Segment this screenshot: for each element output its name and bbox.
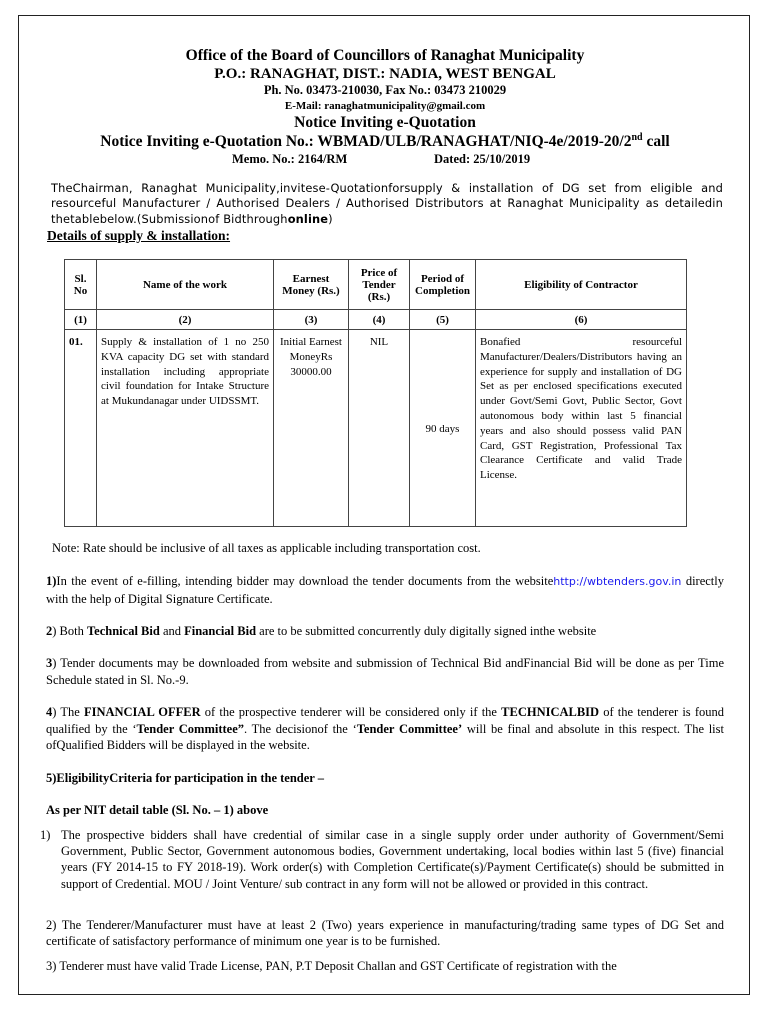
office-email: E-Mail: ranaghatmunicipality@gmail.com bbox=[284, 100, 486, 112]
office-title: Office of the Board of Councillors of Ranaghat Municipality bbox=[185, 47, 585, 64]
header-earnest: Earnest Money (Rs.) bbox=[274, 260, 349, 310]
details-heading: Details of supply & installation: bbox=[47, 228, 231, 243]
notice-title: Notice Inviting e-Quotation bbox=[294, 114, 476, 131]
row-earnest: Initial Earnest MoneyRs 30000.00 bbox=[274, 330, 349, 527]
list-item bbox=[40, 827, 724, 892]
intro-paragraph: TheChairman, Ranaghat Municipality,invitese-Quotationforsupply & installation of DG set from eligible and resourceful Manufacturer / Authorised Dealers / Authorised Distributors at Ranaghat Municipality as detailedin thetablebelow.(Submissionof Bidthroughonline) bbox=[51, 181, 723, 226]
header-eligibility: Eligibility of Contractor bbox=[476, 260, 687, 310]
note-text: Note: Rate should be inclusive of all taxes as applicable including transportation cost. bbox=[52, 541, 481, 555]
header-price: Price of Tender (Rs.) bbox=[349, 260, 410, 310]
table-row bbox=[65, 330, 687, 527]
col-number: (1) bbox=[65, 310, 97, 330]
col-number: (2) bbox=[97, 310, 274, 330]
header-work: Name of the work bbox=[97, 260, 274, 310]
row-work: Supply & installation of 1 no 250 KVA capacity DG set with standard installation including appropriate civil foundation for Intake Structure at Mukundanagar under UIDSSMT. bbox=[97, 330, 274, 527]
list-item-number: 1) bbox=[40, 828, 51, 842]
paragraph-2: 2) Both Technical Bid and Financial Bid are to be submitted concurrently duly digitally signed inthe website bbox=[46, 624, 597, 638]
list-item bbox=[40, 958, 724, 974]
supply-table bbox=[64, 259, 687, 527]
eligibility-heading: 5)EligibilityCriteria for participation in the tender – bbox=[46, 771, 324, 785]
col-number: (3) bbox=[274, 310, 349, 330]
list-item-text: 2) The Tenderer/Manufacturer must have at least 2 (Two) years experience in manufacturing/trading same types of DG Set and certificate of satisfactory performance of minimum one year is to be furnished. bbox=[46, 918, 724, 949]
tender-website-link[interactable]: http://wbtenders.gov.in bbox=[553, 575, 682, 588]
niq-number: Notice Inviting e-Quotation No.: WBMAD/ULB/RANAGHAT/NIQ-4e/2019-20/2nd call bbox=[100, 132, 670, 151]
col-number: (6) bbox=[476, 310, 687, 330]
office-address: P.O.: RANAGHAT, DIST.: NADIA, WEST BENGAL bbox=[214, 66, 556, 82]
paragraph-4: 4) The FINANCIAL OFFER of the prospective tenderer will be considered only if the TECHNICALBID of the tenderer is found qualified by the ‘Tender Committee”. The decisionof the ‘Tender Committee’ will be final and absolute in this respect. The list ofQualified Bidders will be displayed in the website. bbox=[46, 705, 724, 752]
nit-heading: As per NIT detail table (Sl. No. – 1) above bbox=[46, 803, 269, 817]
office-phone: Ph. No. 03473-210030, Fax No.: 03473 210029 bbox=[263, 83, 507, 97]
row-price: NIL bbox=[349, 330, 410, 527]
table-header-row bbox=[65, 260, 687, 310]
col-number: (5) bbox=[410, 310, 476, 330]
header-sl-no: Sl. No bbox=[65, 260, 97, 310]
header-period: Period of Completion bbox=[410, 260, 476, 310]
table-number-row bbox=[65, 310, 687, 330]
paragraph-1: 1)In the event of e-filling, intending bidder may download the tender documents from the websitehttp://wbtenders.gov.in directly with the help of Digital Signature Certificate. bbox=[46, 574, 724, 606]
list-item-text: 3) Tenderer must have valid Trade License, PAN, P.T Deposit Challan and GST Certificate of registration with the bbox=[46, 959, 617, 973]
memo-number: Memo. No.: 2164/RM bbox=[232, 152, 348, 166]
row-eligibility: Bonafied resourceful Manufacturer/Dealers/Distributors having an experience for supply and installation of DG Set as per enclosed specifications executed under Govt/Semi Govt, Public Sector, Govt autonomous body within last 5 financial years and also should possess valid PAN Card, GST Registration, Professional Tax Clearance Certificate and valid Trade License. bbox=[476, 330, 687, 527]
list-item-text: The prospective bidders shall have credential of similar case in a single supply order under authority of Government/Semi Government, Public Sector, Government autonomous bodies, Government undertaking, local bodies within last 5 (five) financial years (FY 2014-15 to FY 2018-19). Work order(s) with Completion Certificate(s)/Payment Certificate(s) should be submitted in support of Credential. MOU / Joint Venture/ sub contract in any form will not be allowed or provided in this contract. bbox=[61, 828, 724, 891]
row-period: 90 days bbox=[410, 330, 476, 527]
paragraph-3: 3) Tender documents may be downloaded from website and submission of Technical Bid andFinancial Bid will be done as per Time Schedule stated in Sl. No.-9. bbox=[46, 656, 724, 687]
memo-date: Dated: 25/10/2019 bbox=[434, 152, 531, 166]
row-sl: 01. bbox=[65, 330, 97, 527]
list-item bbox=[40, 917, 724, 949]
col-number: (4) bbox=[349, 310, 410, 330]
